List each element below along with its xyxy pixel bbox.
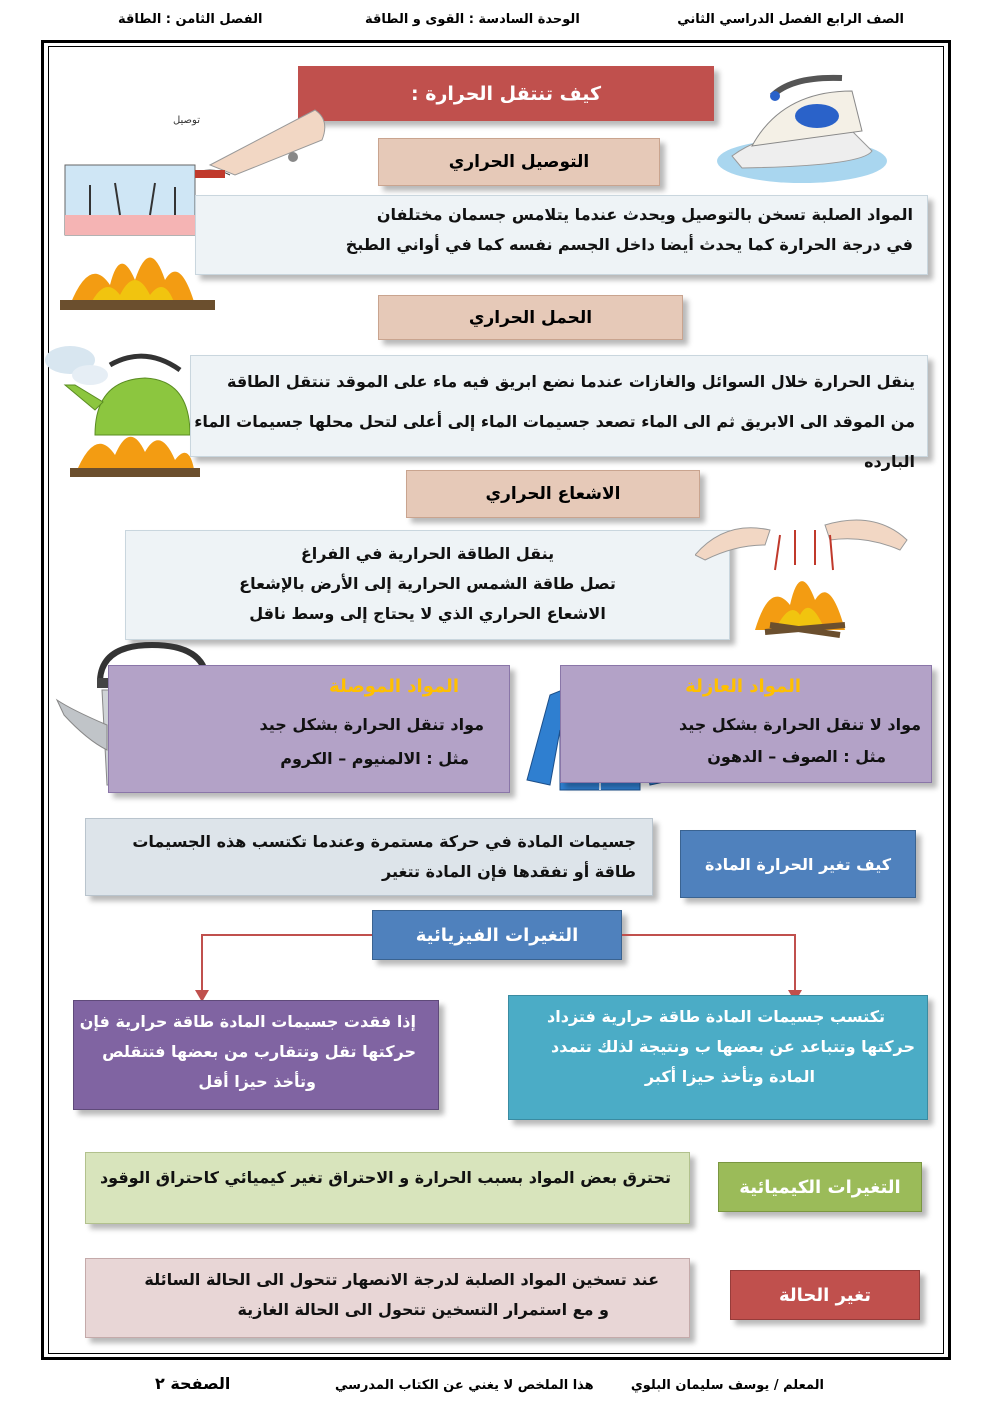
footer-note: هذا الملخص لا يغني عن الكتاب المدرسي bbox=[335, 1378, 594, 1393]
radiation-heading-text: الاشعاع الحراري bbox=[485, 484, 621, 504]
kettle-silver-spout bbox=[57, 700, 107, 750]
conduction-label: توصيل bbox=[172, 115, 200, 126]
left-arrow-line bbox=[202, 935, 372, 995]
radiation-text-box bbox=[125, 530, 730, 640]
hand bbox=[210, 110, 325, 175]
heat-loss-line-3: وتأخذ حيزا أقل bbox=[198, 1072, 316, 1091]
particles-line-1: جسيمات المادة في حركة مستمرة وعندما تكتسب هذه الجسيمات bbox=[132, 832, 636, 851]
hand-dot bbox=[288, 152, 298, 162]
conduction-line-2: في درجة الحرارة كما يحدث أيضا داخل الجسم نفسه كما في أواني الطبخ bbox=[345, 235, 913, 254]
steam-2 bbox=[72, 365, 108, 385]
heat-loss-box bbox=[73, 1000, 439, 1110]
firewood bbox=[60, 300, 215, 310]
radiation-line-3: الاشعاع الحراري الذي لا يحتاج إلى وسط ناقل bbox=[249, 604, 606, 623]
heat-gain-line-1: تكتسب جسيمات المادة طاقة حرارية فتزداد bbox=[547, 1007, 885, 1026]
header-unit: الوحدة السادسة : القوى و الطاقة bbox=[365, 12, 580, 27]
iron-illustration bbox=[712, 56, 887, 186]
conduction-heading bbox=[378, 138, 660, 186]
page-title-text: كيف تنتقل الحرارة : bbox=[411, 82, 601, 105]
conduction-text-box bbox=[195, 195, 928, 275]
radiation-line-2: تصل طاقة الشمس الحرارية إلى الأرض بالإشعاع bbox=[239, 574, 616, 593]
state-line-2: و مع استمرار التسخين تتحول الى الحالة الغازية bbox=[237, 1300, 609, 1319]
conduction-line-1: المواد الصلبة تسخن بالتوصيل ويحدث عندما يتلامس جسمان مختلفان bbox=[376, 205, 913, 224]
conductors-line-2: مثل : الالمنيوم – الكروم bbox=[280, 749, 469, 768]
radiation-line-1: ينقل الطاقة الحرارية في الفراغ bbox=[300, 544, 555, 563]
kettle-spout bbox=[65, 385, 103, 410]
page-title bbox=[298, 66, 714, 121]
chemical-text-box bbox=[85, 1152, 690, 1224]
heat-gain-line-2: حركتها وتتباعد عن بعضها ب ونتيجة لذلك تتمدد bbox=[551, 1037, 915, 1056]
convection-text-box bbox=[190, 355, 928, 471]
conduction-heading-text: التوصيل الحراري bbox=[448, 152, 590, 172]
branch-arrows bbox=[190, 930, 820, 1005]
heat-gain-box bbox=[508, 995, 928, 1120]
physical-heading-text: التغيرات الفيزيائية bbox=[415, 924, 579, 946]
header-chapter: الفصل الثامن : الطاقة bbox=[118, 12, 263, 27]
state-line-1: عند تسخين المواد الصلبة لدرجة الانصهار تتحول الى الحالة السائلة bbox=[144, 1270, 659, 1289]
convection-line-1: ينقل الحرارة خلال السوائل والغازات عندما نضع ابريق فيه ماء على الموقد تنتقل الطاقة bbox=[226, 372, 915, 391]
right-hand bbox=[825, 520, 907, 550]
conductors-heading: المواد الموصلة bbox=[329, 676, 459, 697]
pot-hot-base bbox=[65, 215, 195, 235]
insulators-line-2: مثل : الصوف – الدهون bbox=[707, 747, 886, 766]
green-kettle-illustration bbox=[35, 340, 210, 485]
state-label-text: تغير الحالة bbox=[778, 1284, 872, 1306]
convection-heading-text: الحمل الحراري bbox=[468, 307, 593, 328]
left-hand bbox=[695, 528, 770, 560]
footer-page-number: الصفحة ٢ bbox=[155, 1374, 231, 1393]
hands-fire-illustration bbox=[695, 500, 910, 645]
conductors-box bbox=[108, 665, 510, 793]
convection-heading bbox=[378, 295, 683, 340]
convection-line-2: من الموقد الى الابريق ثم الى الماء تصعد جسيمات الماء إلى أعلى لتحل محلها جسيمات الماء البارده bbox=[194, 412, 915, 471]
heat-gain-line-3: المادة وتأخذ حيزا أكبر bbox=[644, 1067, 815, 1086]
insulators-box bbox=[560, 665, 932, 783]
temp-change-label bbox=[680, 830, 916, 898]
heat-arrows bbox=[775, 530, 833, 570]
radiation-heading bbox=[406, 470, 700, 518]
particles-line-2: طاقة أو تفقدها فإن المادة تتغير bbox=[382, 862, 636, 881]
temp-change-label-text: كيف تغير الحرارة المادة bbox=[704, 854, 892, 874]
pot-handle bbox=[195, 170, 225, 178]
header-grade: الصف الرابع الفصل الدراسي الثاني bbox=[677, 12, 904, 27]
right-arrow-line bbox=[622, 935, 795, 995]
iron-dial bbox=[795, 104, 839, 128]
kettle-handle bbox=[110, 356, 180, 370]
chemical-label-text: التغيرات الكيميائية bbox=[739, 1176, 901, 1198]
footer-teacher: المعلم / يوسف سليمان البلوي bbox=[630, 1378, 824, 1393]
particles-text-box bbox=[85, 818, 653, 896]
stove-wood bbox=[70, 468, 200, 477]
kettle-body bbox=[95, 378, 190, 435]
iron-button bbox=[770, 91, 780, 101]
state-label bbox=[730, 1270, 920, 1320]
chemical-label bbox=[718, 1162, 922, 1212]
chemical-text: تحترق بعض المواد بسبب الحرارة و الاحتراق تغير كيميائي كاحتراق الوقود bbox=[99, 1168, 671, 1187]
conductors-line-1: مواد تنقل الحرارة بشكل جيد bbox=[259, 715, 484, 734]
insulators-line-1: مواد لا تنقل الحرارة بشكل جيد bbox=[678, 715, 921, 734]
heat-loss-line-1: إذا فقدت جسيمات المادة طاقة حرارية فإن bbox=[79, 1012, 416, 1031]
state-text-box bbox=[85, 1258, 690, 1338]
heat-loss-line-2: حركتها تقل وتتقارب من بعضها فتتقلص bbox=[102, 1042, 416, 1061]
insulators-heading: المواد العازلة bbox=[685, 676, 801, 697]
